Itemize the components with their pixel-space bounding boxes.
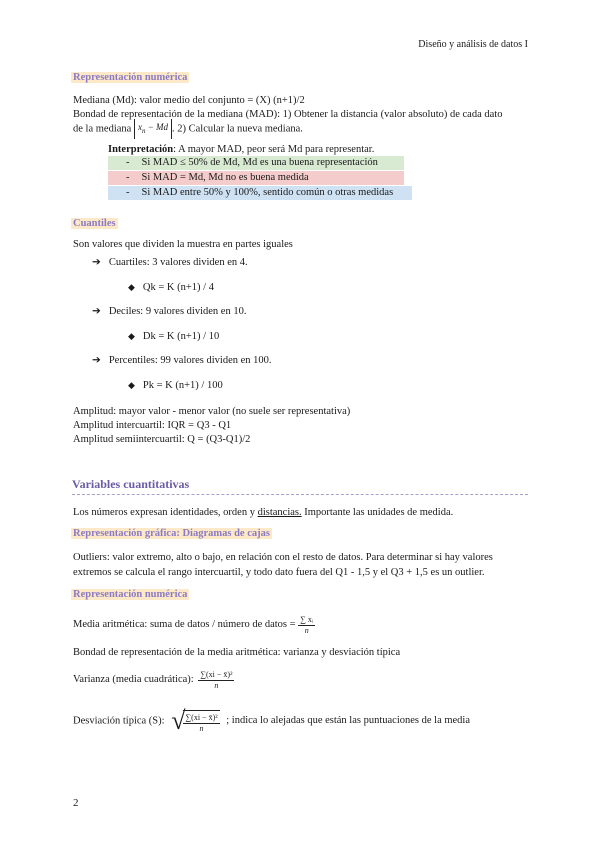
mad-bullet-bad <box>108 171 404 185</box>
intro-underlined: distancias. <box>257 507 302 518</box>
deciles-label: Deciles: 9 valores dividen en 10. <box>108 306 247 317</box>
varianza-numerator: ∑(xi − x̄)² <box>200 669 233 679</box>
interpretacion <box>108 143 374 156</box>
percentiles-item <box>92 354 272 367</box>
abs-x: x <box>137 122 142 132</box>
varianza-fraction <box>198 670 234 690</box>
section-divider <box>72 494 528 495</box>
mad-bullet-good <box>108 156 404 170</box>
outliers-line2: extremos se calcula el rango intercuartil, y todo dato fuera del Q1 - 1,5 y el Q3 + 1,5 es un outlier. <box>73 567 485 578</box>
bondad-media: Bondad de representación de la media aritmética: varianza y desviación típica <box>73 647 401 658</box>
varianza-denominator: n <box>214 680 219 690</box>
outliers-line1: Outliers: valor extremo, alto o bajo, en relación con el resto de datos. Para determinar si hay valores <box>73 552 493 563</box>
varianza <box>73 668 234 692</box>
abs-sub: n <box>141 126 146 135</box>
bullet-text: Si MAD ≤ 50% de Md, Md es una buena representación <box>141 157 378 168</box>
amplitud: Amplitud: mayor valor - menor valor (no suele ser representativa) <box>73 406 351 417</box>
bullet-dash: - <box>126 187 130 198</box>
cuartiles-label: Cuartiles: 3 valores dividen en 4. <box>108 257 248 268</box>
desviacion-fraction <box>183 710 219 733</box>
intro-a: Los números expresan identidades, orden y <box>73 507 258 518</box>
page-number: 2 <box>73 797 79 809</box>
pk-formula: Pk = K (n+1) / 100 <box>142 380 223 391</box>
abs-md: − Md <box>147 122 169 132</box>
mad-bullet-other <box>108 186 412 200</box>
section-heading-cuantiles: Cuantiles <box>73 218 116 229</box>
varianza-label: Varianza (media cuadrática): <box>73 674 194 685</box>
percentiles-formula <box>128 379 223 392</box>
cuartiles-formula <box>128 281 214 294</box>
section-heading-representacion-numerica-2: Representación numérica <box>73 589 188 600</box>
arrow-icon: ➔ <box>92 306 101 317</box>
media-numerator: ∑ xᵢ <box>300 614 314 624</box>
amplitud-semiintercuartil: Amplitud semiintercuartil: Q = (Q3-Q1)/2 <box>73 434 251 445</box>
cuantiles-intro: Son valores que dividen la muestra en partes iguales <box>73 239 293 250</box>
bullet-dash: - <box>126 157 130 168</box>
mad-definition: Bondad de representación de la mediana (MAD): 1) Obtener la distancia (valor absoluto) de cada dato <box>73 109 503 120</box>
mad-definition-continued <box>73 119 303 139</box>
interpretacion-text: : A mayor MAD, peor será Md para representar. <box>173 144 375 155</box>
diamond-icon: ◆ <box>128 380 135 390</box>
mediana-definition: Mediana (Md): valor medio del conjunto = (X) (n+1)/2 <box>73 95 305 106</box>
interpretacion-label: Interpretación <box>108 144 174 155</box>
bullet-text: Si MAD = Md, Md no es buena medida <box>141 172 309 183</box>
media-aritmetica <box>73 613 315 637</box>
diamond-icon: ◆ <box>128 331 135 341</box>
bullet-dash: - <box>126 172 130 183</box>
deciles-formula <box>128 330 219 343</box>
desviacion-label: Desviación típica (S): <box>73 715 165 727</box>
desviacion-denominator: n <box>199 723 204 733</box>
bullet-text: Si MAD entre 50% y 100%, sentido común o otras medidas <box>141 187 394 198</box>
section-heading-representacion-grafica: Representación gráfica: Diagramas de cajas <box>73 528 270 539</box>
arrow-icon: ➔ <box>92 257 101 268</box>
desviacion-numerator: ∑(xi − x̄)² <box>185 712 218 722</box>
media-denominator: n <box>304 625 309 635</box>
arrow-icon: ➔ <box>92 355 101 366</box>
sqrt-icon: √ <box>171 706 186 735</box>
cuartiles-item <box>92 256 248 269</box>
section-heading-variables-cuantitativas: Variables cuantitativas <box>72 477 190 491</box>
mad-text-a: de la mediana <box>73 123 132 135</box>
desviacion-tipica <box>73 704 470 738</box>
dk-formula: Dk = K (n+1) / 10 <box>142 331 220 342</box>
diamond-icon: ◆ <box>128 282 135 292</box>
intro-b: Importante las unidades de medida. <box>301 507 454 518</box>
desviacion-tail: ; indica lo alejadas que están las puntuaciones de la media <box>226 715 471 727</box>
qk-formula: Qk = K (n+1) / 4 <box>142 282 214 293</box>
absolute-value-expression <box>134 119 172 139</box>
amplitud-intercuartil: Amplitud intercuartil: IQR = Q3 - Q1 <box>73 420 232 431</box>
mad-text-b: . 2) Calcular la nueva mediana. <box>172 123 303 135</box>
header-title: Diseño y análisis de datos I <box>418 39 528 50</box>
variables-intro <box>73 506 453 519</box>
media-fraction <box>298 615 315 635</box>
deciles-item <box>92 305 246 318</box>
media-label: Media aritmética: suma de datos / número de datos = <box>73 619 296 630</box>
percentiles-label: Percentiles: 99 valores dividen en 100. <box>108 355 272 366</box>
section-heading-representacion-numerica: Representación numérica <box>73 72 188 83</box>
